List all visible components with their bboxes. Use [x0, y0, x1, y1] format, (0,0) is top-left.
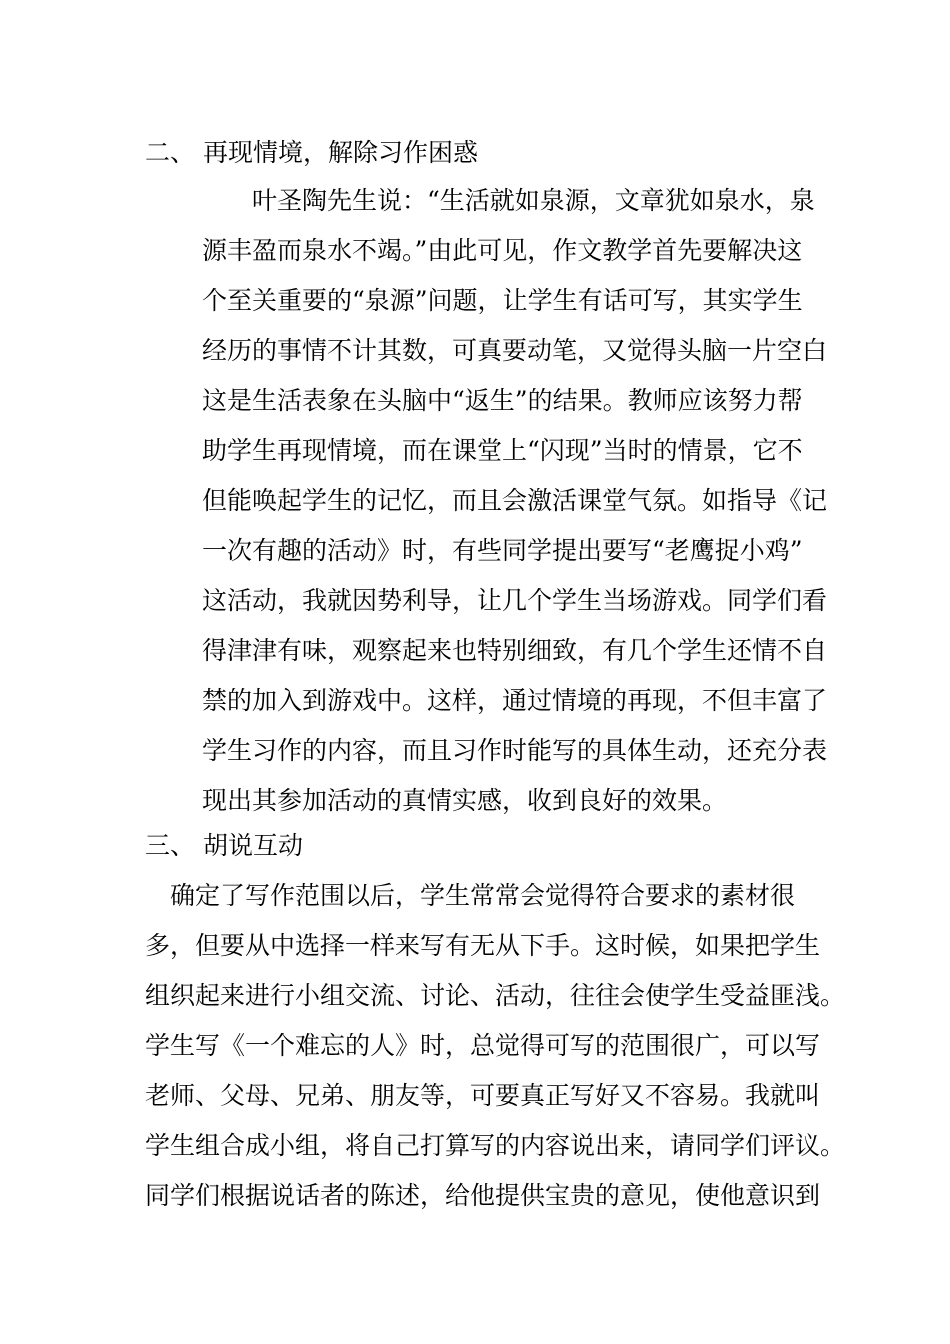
- section-heading-3: [145, 829, 303, 863]
- paragraph-line: 同学们根据说话者的陈述，给他提供宝贵的意见，使他意识到: [145, 1181, 821, 1210]
- section-number: 三、: [145, 831, 196, 860]
- section-title: 再现情境，解除习作困惑: [203, 138, 479, 167]
- paragraph-line: 确定了写作范围以后，学生常常会觉得符合要求的素材很: [145, 881, 796, 910]
- paragraph-line: 助学生再现情境，而在课堂上“闪现”当时的情景，它不: [202, 436, 803, 465]
- paragraph-line: 学生习作的内容，而且习作时能写的具体生动，还充分表: [202, 736, 828, 765]
- section-2-body: [202, 183, 828, 833]
- paragraph-line: 禁的加入到游戏中。这样，通过情境的再现，不但丰富了: [202, 686, 828, 715]
- paragraph-line: 这活动，我就因势利导，让几个学生当场游戏。同学们看: [202, 586, 828, 615]
- paragraph-line: 一次有趣的活动》时，有些同学提出要写“老鹰捉小鸡”: [202, 536, 803, 565]
- paragraph-line: 经历的事情不计其数，可真要动笔，又觉得头脑一片空白: [202, 336, 828, 365]
- paragraph-line: 组织起来进行小组交流、讨论、活动，往往会使学生受益匪浅。: [145, 981, 846, 1010]
- section-title: 胡说互动: [203, 831, 304, 860]
- paragraph-line: 这是生活表象在头脑中“返生”的结果。教师应该努力帮: [202, 386, 803, 415]
- paragraph-line: 得津津有味，观察起来也特别细致，有几个学生还情不自: [202, 636, 828, 665]
- paragraph-line: 学生写《一个难忘的人》时，总觉得可写的范围很广，可以写: [145, 1031, 821, 1060]
- section-number: 二、: [145, 138, 196, 167]
- paragraph-line: 源丰盈而泉水不竭。”由此可见，作文教学首先要解决这: [202, 236, 803, 265]
- paragraph-line: 老师、父母、兄弟、朋友等，可要真正写好又不容易。我就叫: [145, 1081, 821, 1110]
- paragraph-line: 多，但要从中选择一样来写有无从下手。这时候，如果把学生: [145, 931, 821, 960]
- section-3-body: [145, 878, 846, 1228]
- paragraph-line: 学生组合成小组，将自己打算写的内容说出来，请同学们评议。: [145, 1131, 846, 1160]
- paragraph-line: 现出其参加活动的真情实感，收到良好的效果。: [202, 786, 728, 815]
- paragraph-line: 个至关重要的“泉源”问题，让学生有话可写，其实学生: [202, 286, 803, 315]
- paragraph-line: 但能唤起学生的记忆，而且会激活课堂气氛。如指导《记: [202, 486, 828, 515]
- section-heading-2: [145, 136, 478, 170]
- paragraph-line: 叶圣陶先生说：“生活就如泉源，文章犹如泉水，泉: [202, 186, 815, 215]
